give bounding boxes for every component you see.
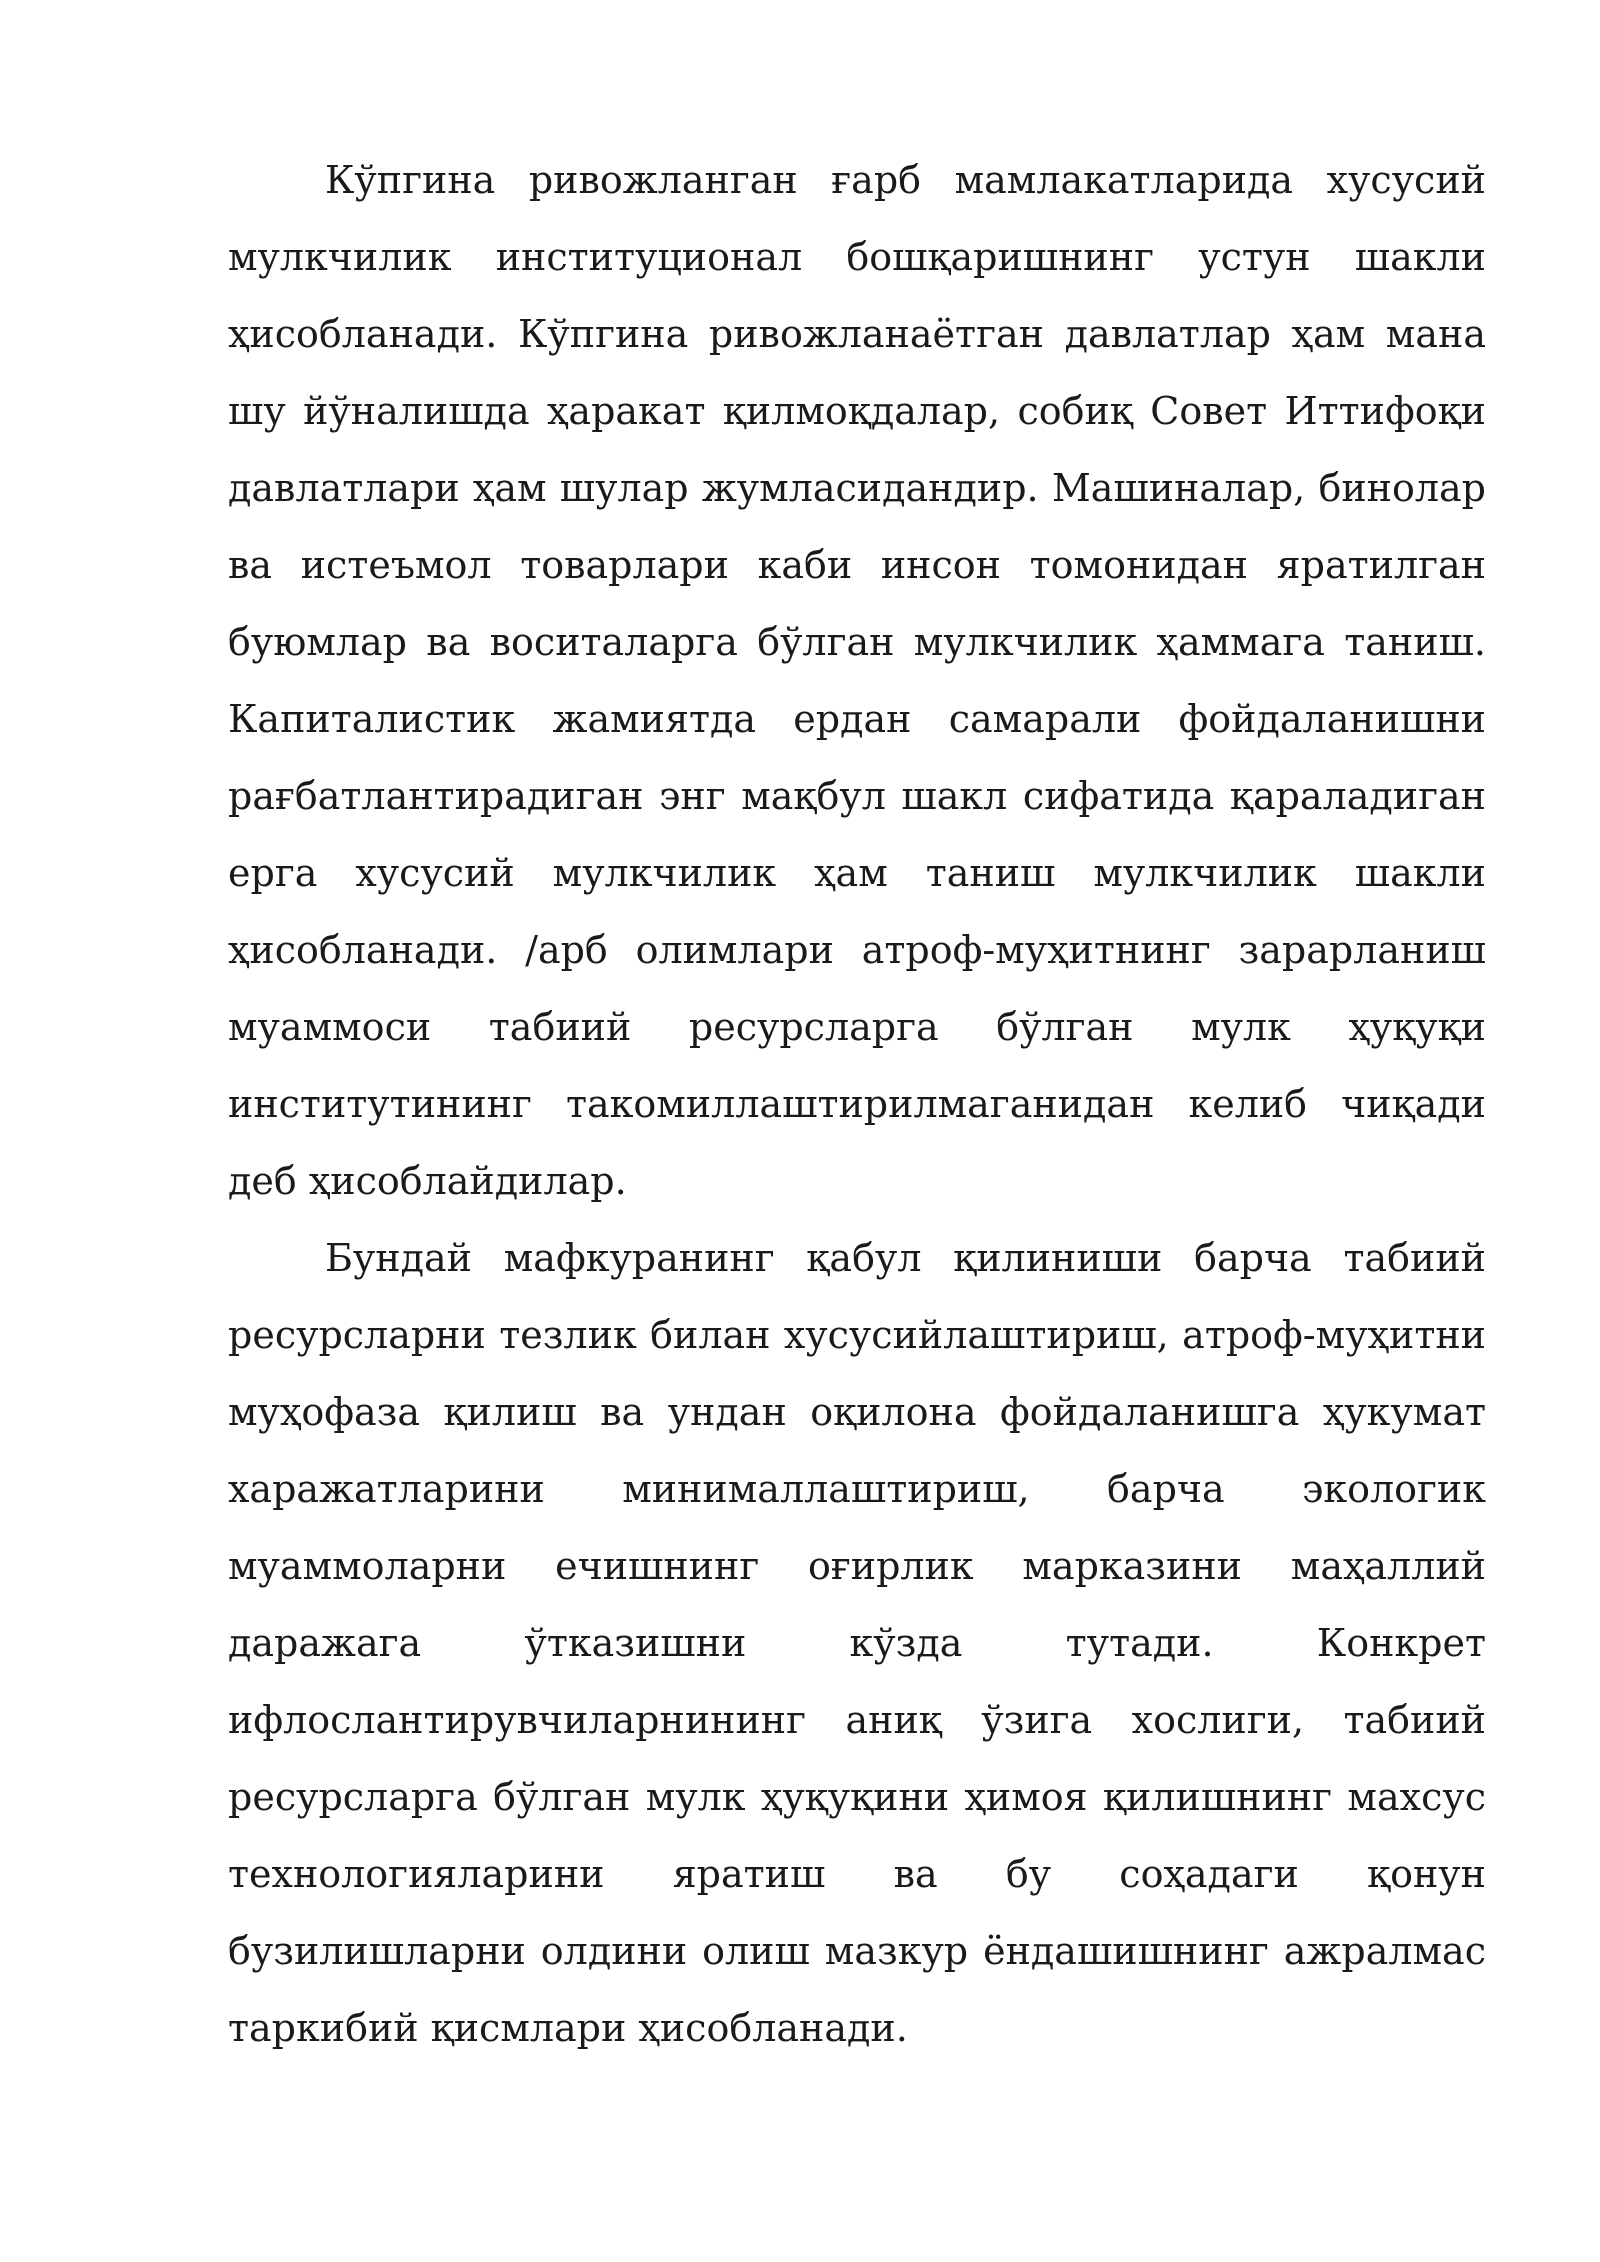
paragraph-2: Бундай мафкуранинг қабул қилиниши барча табиий ресурсларни тезлик билан хусусийлаштириш, атроф-муҳитни муҳофаза қилиш ва ундан оқилона фойдаланишга ҳукумат харажатларини минималлаштириш, барча экологик муаммоларни ечишнинг оғирлик марказини маҳаллий даражага ўтказишни кўзда тутади. Конкрет ифлослантирувчиларнининг аниқ ўзига хослиги, табиий ресурсларга бўлган мулк ҳуқуқини ҳимоя қилишнинг махсус технологияларини яратиш ва бу соҳадаги қонун бузилишларни олдини олиш мазкур ёндашишнинг ажралмас таркибий қисмлари ҳисобланади. (228, 1236, 1486, 2050)
document-body (228, 142, 1486, 2067)
paragraph-1: Кўпгина ривожланган ғарб мамлакатларида хусусий мулкчилик институционал бошқаришнинг устун шакли ҳисобланади. Кўпгина ривожланаётган давлатлар ҳам мана шу йўналишда ҳаракат қилмоқдалар, собиқ Совет Иттифоқи давлатлари ҳам шулар жумласидандир. Машиналар, бинолар ва истеъмол товарлари каби инсон томонидан яратилган буюмлар ва воситаларга бўлган мулкчилик ҳаммага таниш. Капиталистик жамиятда ердан самарали фойдаланишни рағбатлантирадиган энг мақбул шакл сифатида қараладиган ерга хусусий мулкчилик ҳам таниш мулкчилик шакли ҳисобланади. /арб олимлари атроф-муҳитнинг зарарланиш муаммоси табиий ресурсларга бўлган мулк ҳуқуқи институтининг такомиллаштирилмаганидан келиб чиқади деб ҳисоблайдилар. (228, 158, 1486, 1203)
